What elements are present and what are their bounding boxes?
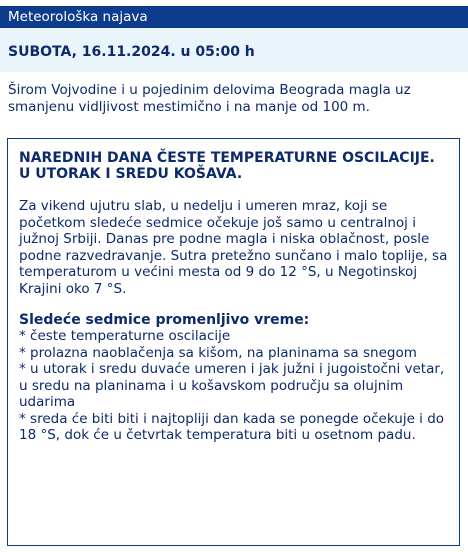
next-week-heading: Sledeće sedmice promenljivo vreme: bbox=[19, 312, 310, 328]
forecast-date: SUBOTA, 16.11.2024. u 05:00 h bbox=[8, 44, 255, 60]
forecast-intro: Širom Vojvodine i u pojedinim delovima Beograda magla uz smanjenu vidljivost mestimično i na manje od 100 m. bbox=[8, 82, 411, 115]
outlook-box bbox=[7, 138, 460, 546]
outlook-body: Za vikend ujutru slab, u nedelju i umeren mraz, koji se početkom sledeće sedmice očekuje još samo u centralnoj i južnoj Srbiji. Danas pre podne magla i niska oblačnost, posle podne razvedravanje. Sutra pretežno sunčano i malo toplije, sa temperaturom u većini mesta od 9 do 12 °S, u Negotinskoj Krajini oko 7 °S. bbox=[19, 198, 448, 297]
list-item: * u utorak i sredu duvaće umeren i jak južni i jugoistočni vetar, u sredu na planinama i u košavskom području sa olujnim udarima bbox=[19, 361, 445, 410]
list-item: * česte temperaturne oscilacije bbox=[19, 328, 231, 344]
forecast-header: Meteorološka najava bbox=[0, 6, 468, 28]
outlook-title: NAREDNIH DANA ČESTE TEMPERATURNE OSCILACIJE. U UTORAK I SREDU KOŠAVA. bbox=[19, 150, 435, 182]
list-item: * prolazna naoblačenja sa kišom, na planinama sa snegom bbox=[19, 344, 417, 361]
next-week-list bbox=[19, 328, 449, 444]
list-item: * sreda će biti biti i najtopliji dan kada se ponegde očekuje i do 18 °S, dok će u četvrtak temperatura biti u osetnom padu. bbox=[19, 410, 445, 443]
